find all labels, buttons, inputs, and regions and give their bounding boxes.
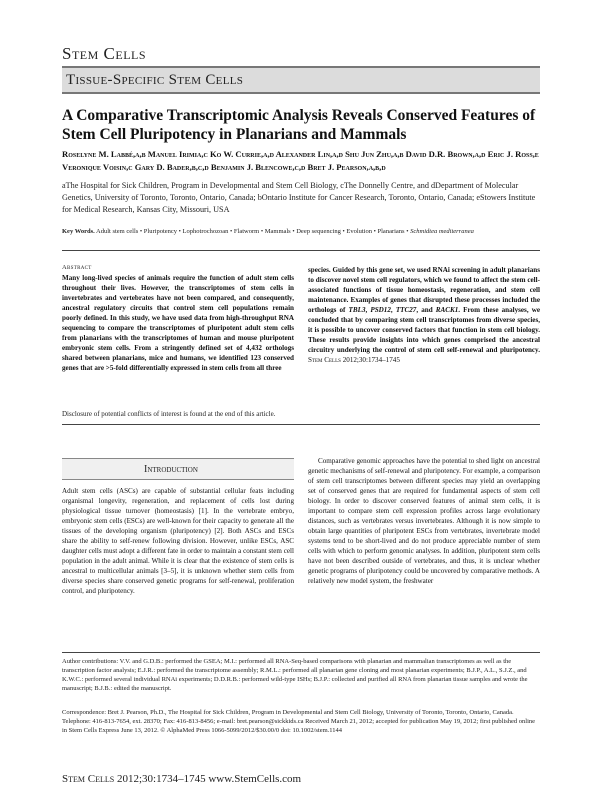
footer-url[interactable]: www.StemCells.com — [208, 773, 302, 785]
introduction-heading: Introduction — [144, 464, 198, 475]
section-title: Tissue-Specific Stem Cells — [66, 72, 244, 88]
footer-citation: 2012;30:1734–1745 — [116, 773, 206, 785]
page-footer — [62, 773, 301, 785]
abstract-top-rule — [62, 250, 540, 251]
disclosure-note: Disclosure of potential conflicts of interest is found at the end of this article. — [62, 410, 276, 418]
introduction-heading-box — [62, 458, 294, 480]
keywords-list: Adult stem cells • Pluripotency • Lophotrochozoan • Flatworm • Mammals • Deep sequencing • Evolution • Planarians • — [96, 228, 409, 235]
keywords-label: Key Words. — [62, 228, 95, 235]
footnote-rule — [62, 652, 540, 653]
intro-right-column — [308, 456, 540, 586]
gene-name: TBL3 — [348, 306, 366, 315]
gene-name: PSD12 — [370, 306, 391, 315]
journal-logo: Stem Cells — [62, 44, 147, 63]
article-title: A Comparative Transcriptomic Analysis Reveals Conserved Features of Stem Cell Pluripotency in Planarians and Mammals — [62, 107, 536, 143]
author-contributions: Author contributions: V.V. and G.D.B.: performed the GSEA; M.I.: performed all RNA-Seq-based comparisons with planarian and mammalian transcriptomes as well as the transcription factor analysis; E.J.R.: performed the transcriptome assembly; R.M.L.: performed all planarian gene cloning and most planarian experiments; B.J.P., A.L., S.J.Z., and K.W.C.: performed several individual RNAi experiments; D.D.R.B.: performed wild-type ISHs; B.J.P.: collected and purified all RNA from planarian tissue samples and wrote the manuscript; B.J.B.: edited the manuscript. — [62, 658, 528, 693]
abstract-right-text-a: species. Guided by this gene set, we used RNAi screening in adult planarians to discover novel stem cell regulators, which we found to affect the stem cell-associated functions of tissue homeostasis, regeneration, and stem cell maintenance. Examples of genes that disrupted these processes included the orthologs of — [308, 266, 540, 315]
keywords-species: Schmidtea mediterranea — [410, 228, 474, 235]
affiliations: aThe Hospital for Sick Children, Program in Developmental and Stem Cell Biology, cThe Donnelly Centre, and dDepartment of Molecular Genetics, University of Toronto, Toronto, Ontario, Canada; bOntario Institute for Cancer Research, Toronto, Ontario, Canada; eStowers Institute for Medical Research, Kansas City, Missouri, USA — [62, 181, 536, 214]
intro-paragraph: Comparative genomic approaches have the potential to shed light on ancestral genetic mechanisms of self-renewal and pluripotency. For example, a comparison of stem cell transcriptomes between different species may yield an overlapping set of conserved genes that are required for fundamental aspects of stem cell biology. In order to discover conserved features of animal stem cells, it is important to compare stem cell expression profiles across large evolutionary distances, such as vertebrates versus invertebrates. Although it is now simple to obtain large quantities of pluripotent ESCs from vertebrates, invertebrate model systems tend to be short-lived and do not produce appreciable number of stem cells with which to perform genomic analyses. In addition, pluripotent stem cells have not been described outside of vertebrates, and thus, it is unclear whether genetic programs of pluripotency could be uncovered by comparative methods. A relatively new model system, the freshwater — [308, 457, 540, 585]
abstract-bottom-rule — [62, 424, 540, 425]
abstract-left-column: Many long-lived species of animals require the function of adult stem cells throughout their lives. However, the transcriptomes of stem cells in invertebrates and vertebrates have not been compared, and consequently, ancestral regulatory circuits that control stem cell populations remain poorly defined. In this study, we have used data from high-throughput RNA sequencing to compare the transcriptomes of pluripotent adult stem cells from planarians with the transcriptomes of human and mouse pluripotent embryonic stem cells. From a stringently defined set of 4,432 orthologs shared between planarians, mice and humans, we identified 123 conserved genes that are >5-fold differentially expressed in stem cells from all three — [62, 274, 294, 373]
author-list: Roselyne M. Labbé,a,b Manuel Irimia,c Ko W. Currie,a,d Alexander Lin,a,d Shu Jun Zhu,a,b David D.R. Brown,a,d Eric J. Ross,e Veronique Voisin,c Gary D. Bader,b,c,d Benjamin J. Blencowe,c,d Bret J. Pearson,a,b,d — [62, 149, 539, 172]
correspondence: Correspondence: Bret J. Pearson, Ph.D., The Hospital for Sick Children, Program in Developmental and Stem Cell Biology, University of Toronto, Toronto, Ontario, Canada. Telephone: 416-813-7654, ext. 28370; Fax: 416-813-8456; e-mail: bret.pearson@sickkids.ca Received March 21, 2012; accepted for publication May 19, 2012; first published online in Stem Cells Express June 13, 2012. © AlphaMed Press 1066-5099/2012/$30.00/0 doi: 10.1002/stem.1144 — [62, 709, 536, 735]
abstract-citation: Stem Cells 2012;30:1734–1745 — [308, 356, 400, 365]
intro-left-column — [62, 486, 294, 596]
abstract-right-text-b: . From these analyses, we concluded that by comparing stem cell transcriptomes from diverse species, it is possible to uncover conserved factors that function in stem cell biology. These results provide insights into which genes comprised the ancestral circuitry underlying the control of stem cell self-renewal and pluripotency. — [308, 306, 540, 355]
gene-name: TTC27 — [395, 306, 417, 315]
footer-journal: Stem Cells — [62, 773, 115, 785]
keywords — [62, 227, 540, 237]
section-banner — [62, 66, 540, 94]
abstract-heading: Abstract — [62, 264, 92, 271]
abstract-right-column: species. Guided by this gene set, we used RNAi screening in adult planarians to discover novel stem cell regulators, which we found to affect the stem cell-associated functions of tissue homeostasis, regeneration, and stem cell maintenance. Examples of genes that disrupted these processes included the orthologs of TBL3, PSD12, TTC27, and RACK1. From these analyses, we concluded that by comparing stem cell transcriptomes from diverse species, it is possible to uncover conserved factors that function in stem cell biology. These results provide insights into which genes comprised the ancestral circuitry underlying the control of stem cell self-renewal and pluripotency. Stem Cells 2012;30:1734–1745 — [308, 266, 540, 365]
intro-paragraph: Adult stem cells (ASCs) are capable of substantial cellular feats including organismal longevity, regeneration, and replacement of cells lost during physiological tissue turnover (homeostasis) [1]. In the vertebrate embryo, embryonic stem cells (ESCs) are well-known for their capacity to generate all the tissues of the developing organism (pluripotency) [2]. Both ASCs and ESCs share the ability to self-renew following division. However, unlike ESCs, ASC daughter cells must adopt a different fate in order to maintain a constant stem cell population in the adult animal. While it is clear that the existence of stem cells is ancestral to multicellular animals [3–5], it is unknown whether stem cells from diverse species share conserved genetic programs for self-renewal, proliferation control, and pluripotency. — [62, 487, 294, 595]
gene-name: RACK1 — [435, 306, 459, 315]
